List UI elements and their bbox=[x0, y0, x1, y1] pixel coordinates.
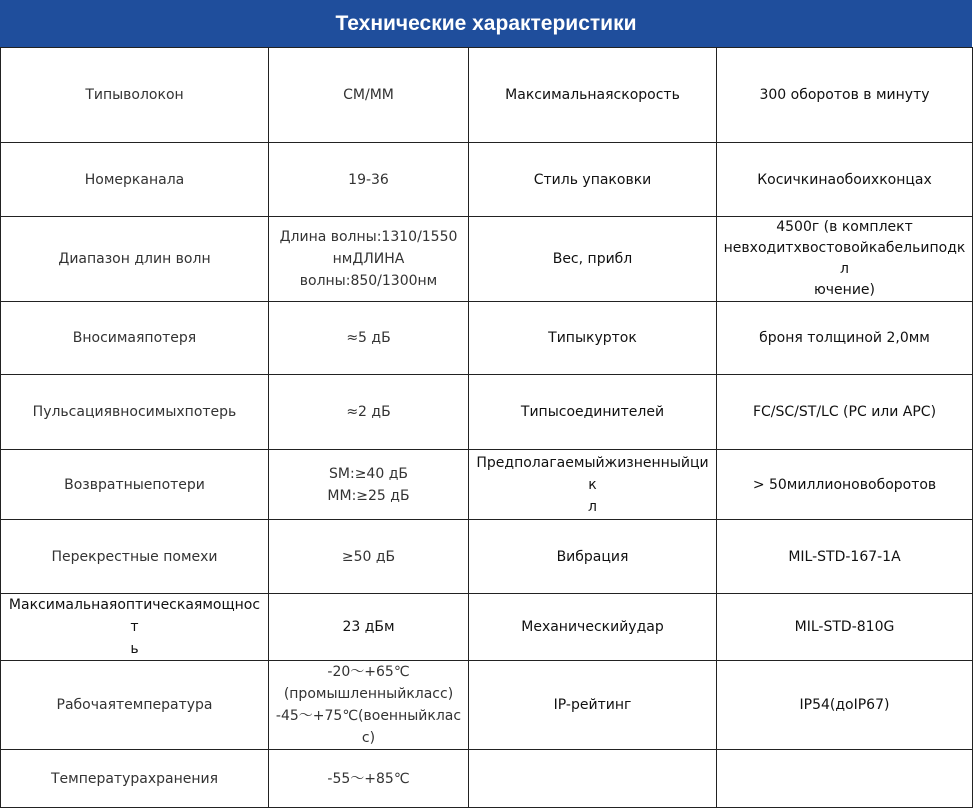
table-row bbox=[1, 143, 973, 217]
table-row bbox=[1, 302, 973, 375]
param-label: Возвратныепотери bbox=[1, 450, 269, 520]
spec-table bbox=[0, 47, 973, 808]
param-value: ≈5 дБ bbox=[269, 302, 469, 375]
param-value: ≥50 дБ bbox=[269, 520, 469, 594]
table-row bbox=[1, 217, 973, 302]
param-value: SM:≥40 дБ MM:≥25 дБ bbox=[269, 450, 469, 520]
param-label: Стиль упаковки bbox=[469, 143, 717, 217]
param-value: MIL-STD-810G bbox=[717, 594, 973, 661]
param-label: Вес, прибл bbox=[469, 217, 717, 302]
table-title: Технические характеристики bbox=[0, 0, 972, 47]
param-label: Предполагаемыйжизненныйцик л bbox=[469, 450, 717, 520]
table-row bbox=[1, 375, 973, 450]
param-value: IP54(доIP67) bbox=[717, 661, 973, 750]
param-value: 23 дБм bbox=[269, 594, 469, 661]
param-value: MIL-STD-167-1A bbox=[717, 520, 973, 594]
param-label: Перекрестные помехи bbox=[1, 520, 269, 594]
param-label: Вибрация bbox=[469, 520, 717, 594]
table-row bbox=[1, 594, 973, 661]
param-label: Максимальнаяскорость bbox=[469, 48, 717, 143]
param-value: броня толщиной 2,0мм bbox=[717, 302, 973, 375]
param-label: Максимальнаяоптическаямощност ь bbox=[1, 594, 269, 661]
param-value: > 50миллионовоборотов bbox=[717, 450, 973, 520]
param-value: 300 оборотов в минуту bbox=[717, 48, 973, 143]
param-label bbox=[469, 750, 717, 808]
param-value: СМ/ММ bbox=[269, 48, 469, 143]
param-value: Длина волны:1310/1550 нмДЛИНА волны:850/1300нм bbox=[269, 217, 469, 302]
param-label: IP-рейтинг bbox=[469, 661, 717, 750]
table-row bbox=[1, 48, 973, 143]
param-label: Пульсациявносимыхпотерь bbox=[1, 375, 269, 450]
param-value: -20～+65℃ (промышленныйкласс) -45～+75℃(военныйкласс) bbox=[269, 661, 469, 750]
param-label: Типыволокон bbox=[1, 48, 269, 143]
param-label: Вносимаяпотеря bbox=[1, 302, 269, 375]
param-value: 19-36 bbox=[269, 143, 469, 217]
param-label: Типысоединителей bbox=[469, 375, 717, 450]
table-row bbox=[1, 661, 973, 750]
param-value: ≈2 дБ bbox=[269, 375, 469, 450]
param-value bbox=[717, 750, 973, 808]
param-value: -55～+85℃ bbox=[269, 750, 469, 808]
param-label: Механическийудар bbox=[469, 594, 717, 661]
param-value: FC/SC/ST/LC (PC или APC) bbox=[717, 375, 973, 450]
param-value: Косичкинаобоихконцах bbox=[717, 143, 973, 217]
param-label: Температурахранения bbox=[1, 750, 269, 808]
param-label: Типыкурток bbox=[469, 302, 717, 375]
param-label: Диапазон длин волн bbox=[1, 217, 269, 302]
param-label: Номерканала bbox=[1, 143, 269, 217]
table-row bbox=[1, 750, 973, 808]
table-row bbox=[1, 520, 973, 594]
param-label: Рабочаятемпература bbox=[1, 661, 269, 750]
param-value: 4500г (в комплект невходитхвостовойкабельиподкл ючение) bbox=[717, 217, 973, 302]
table-row bbox=[1, 450, 973, 520]
